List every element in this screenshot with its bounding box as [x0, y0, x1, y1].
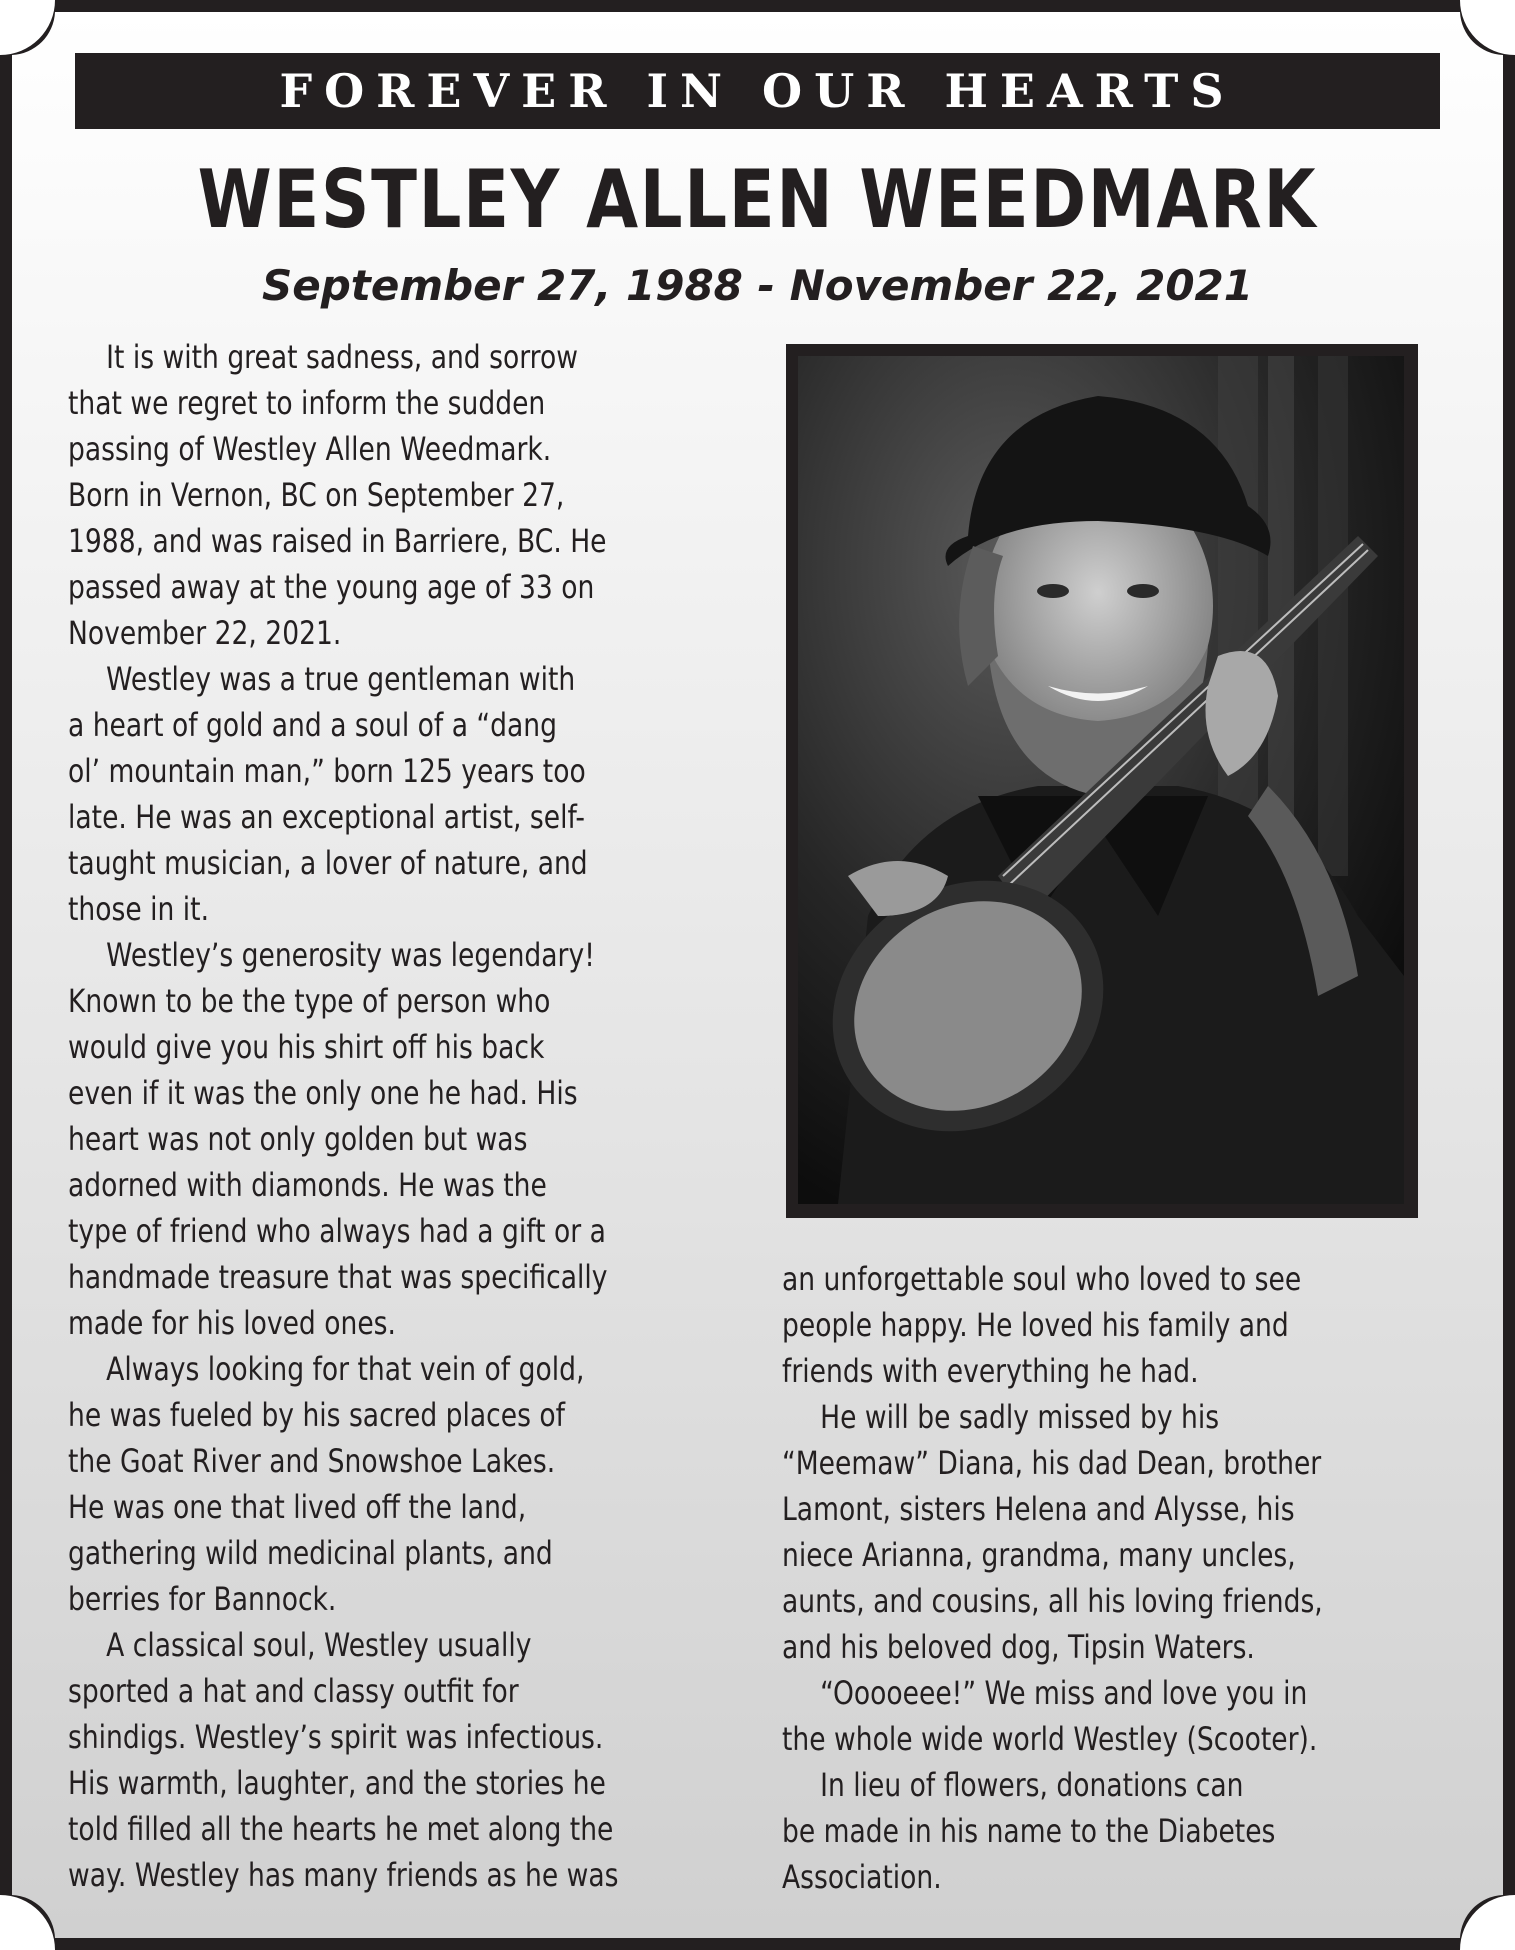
text-line: the Goat River and Snowshoe Lakes.	[68, 1442, 556, 1480]
text-line: Lamont, sisters Helena and Alysse, his	[782, 1490, 1295, 1528]
text-line: It is with great sadness, and sorrow	[106, 338, 578, 376]
text-line: even if it was the only one he had. His	[68, 1074, 578, 1112]
text-line: Always looking for that vein of gold,	[106, 1350, 585, 1388]
text-line: that we regret to inform the sudden	[68, 384, 546, 422]
text-line: made for his loved ones.	[68, 1304, 396, 1342]
text-line: Born in Vernon, BC on September 27,	[68, 476, 565, 514]
banner-title: FOREVER IN OUR HEARTS	[75, 53, 1440, 129]
life-dates: September 27, 1988 - November 22, 2021	[261, 261, 1254, 310]
text-line: handmade treasure that was specifically	[68, 1258, 608, 1296]
text-line: A classical soul, Westley usually	[106, 1626, 532, 1664]
text-line: a heart of gold and a soul of a “dang	[68, 706, 557, 744]
text-line: type of friend who always had a gift or a	[68, 1212, 606, 1250]
text-line: berries for Bannock.	[68, 1580, 337, 1618]
text-line: and his beloved dog, Tipsin Waters.	[782, 1628, 1255, 1666]
text-line: 1988, and was raised in Barriere, BC. He	[68, 522, 607, 560]
text-line: friends with everything he had.	[782, 1352, 1199, 1390]
text-line: those in it.	[68, 890, 210, 928]
text-line: November 22, 2021.	[68, 614, 342, 652]
text-line: told filled all the hearts he met along the	[68, 1810, 614, 1848]
text-line: aunts, and cousins, all his loving friends,	[782, 1582, 1323, 1620]
text-line: In lieu of flowers, donations can	[820, 1766, 1244, 1804]
text-line: would give you his shirt off his back	[68, 1028, 545, 1066]
text-line: “Ooooeee!” We miss and love you in	[820, 1674, 1308, 1712]
portrait-illustration	[798, 356, 1404, 1204]
text-line: heart was not only golden but was	[68, 1120, 528, 1158]
text-line: passed away at the young age of 33 on	[68, 568, 595, 606]
text-line: He was one that lived off the land,	[68, 1488, 527, 1526]
text-line: taught musician, a lover of nature, and	[68, 844, 588, 882]
left-text-column	[68, 334, 618, 1898]
text-line: the whole wide world Westley (Scooter).	[782, 1720, 1318, 1758]
text-line: Westley was a true gentleman with	[106, 660, 576, 698]
photo-frame	[786, 344, 1418, 1218]
text-line: people happy. He loved his family and	[782, 1306, 1289, 1344]
text-line: way. Westley has many friends as he was	[68, 1856, 619, 1894]
text-line: Known to be the type of person who	[68, 982, 551, 1020]
text-line: an unforgettable soul who loved to see	[782, 1260, 1302, 1298]
text-line: His warmth, laughter, and the stories he	[68, 1764, 606, 1802]
text-line: he was fueled by his sacred places of	[68, 1396, 565, 1434]
text-line: gathering wild medicinal plants, and	[68, 1534, 553, 1572]
text-line: niece Arianna, grandma, many uncles,	[782, 1536, 1296, 1574]
text-line: Westley’s generosity was legendary!	[106, 936, 595, 974]
deceased-name: WESTLEY ALLEN WEEDMARK	[197, 153, 1318, 246]
right-text-column	[782, 1256, 1323, 1900]
portrait-photo	[798, 356, 1404, 1204]
text-line: sported a hat and classy outfit for	[68, 1672, 519, 1710]
text-line: adorned with diamonds. He was the	[68, 1166, 547, 1204]
text-line: “Meemaw” Diana, his dad Dean, brother	[782, 1444, 1322, 1482]
text-line: He will be sadly missed by his	[820, 1398, 1220, 1436]
text-line: late. He was an exceptional artist, self-	[68, 798, 585, 836]
text-line: shindigs. Westley’s spirit was infectious.	[68, 1718, 604, 1756]
text-line: passing of Westley Allen Weedmark.	[68, 430, 552, 468]
text-line: ol’ mountain man,” born 125 years too	[68, 752, 586, 790]
text-line: be made in his name to the Diabetes	[782, 1812, 1276, 1850]
text-line: Association.	[782, 1858, 942, 1896]
